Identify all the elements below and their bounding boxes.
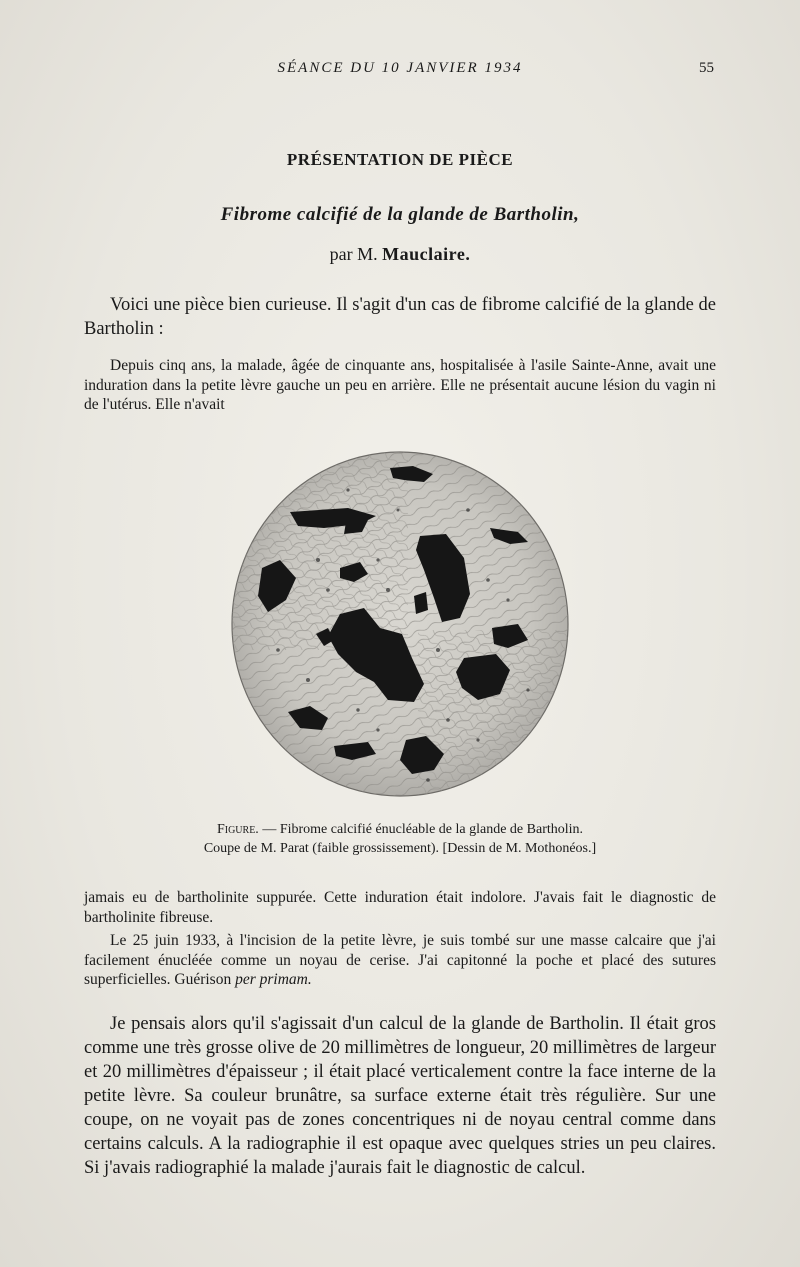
conclusion-paragraph: Je pensais alors qu'il s'agissait d'un calcul de la glande de Bartholin. Il était gros comme une très grosse olive de 20 millimètres de longueur, 20 millimètres de largeur et 20 millimètres d'épaisseur ; il était placé verticalement contre la face interne de la petite lèvre. Sa couleur brunâtre, sa surface externe était très régulière. Sur une coupe, on ne voyait pas de zones concentriques ni de noyau central comme dans certains calculs. A la radiographie il est opaque avec quelques stries un peu claires. Si j'avais radiographié la malade j'aurais fait le diagnostic de calcul. [84,1014,716,1178]
figure-caption [0,820,800,858]
running-head: SÉANCE DU 10 JANVIER 1934 [277,60,523,76]
caption-text-1: — Fibrome calcifié énucléable de la glande de Bartholin. [258,822,584,837]
section-title: PRÉSENTATION DE PIÈCE [286,150,514,169]
caption-line-1 [0,820,800,839]
byline [0,244,800,265]
case-paragraph-3 [84,931,716,990]
case-paragraph-1: Depuis cinq ans, la malade, âgée de cinquante ans, hospitalisée à l'asile Sainte-Anne, avait une induration dans la petite lèvre gauche un peu en arrière. Elle ne présentait aucune lésion du vagin ni de l'utérus. Elle n'avait [84,357,716,413]
intro-paragraph: Voici une pièce bien curieuse. Il s'agit d'un cas de fibrome calcifié de la glande de Bartholin : [84,295,716,339]
byline-prefix: par M. [329,244,378,264]
case-paragraph-3-italic: per primam. [235,971,312,988]
caption-line-2: Coupe de M. Parat (faible grossissement). [Dessin de M. Mothonéos.] [203,841,597,856]
page-number: 55 [699,60,714,76]
case-paragraph-2: jamais eu de bartholinite suppurée. Cette induration était indolore. J'avais fait le diagnostic de bartholinite fibreuse. [84,889,716,926]
caption-label: Figure. [216,822,259,837]
histology-figure [228,450,572,798]
case-paragraph-3-text: Le 25 juin 1933, à l'incision de la petite lèvre, je suis tombé sur une masse calcaire que j'ai facilement énucléée comme un noyau de cerise. J'ai capitonné la poche et placé des sutures superficielles. Guérison [84,932,716,988]
article-title: Fibrome calcifié de la glande de Bartholin, [220,204,580,225]
author-name: Mauclaire. [382,244,471,264]
